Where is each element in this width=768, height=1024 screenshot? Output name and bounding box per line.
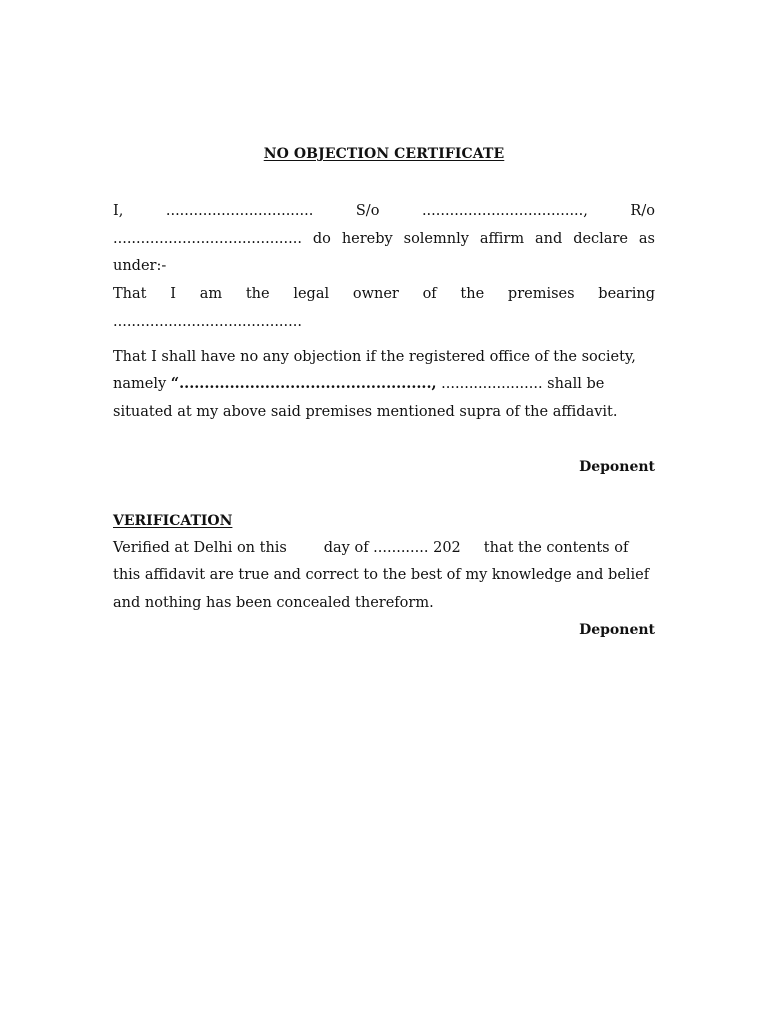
para1-line2: ......................................... do hereby solemnly affirm and declare as: [113, 231, 655, 247]
verification-line3: and nothing has been concealed thereform.: [113, 595, 434, 611]
deponent-signature-1: Deponent: [579, 459, 655, 475]
deponent-signature-2: Deponent: [579, 622, 655, 638]
para1-line1: I, ................................ S/o ..................................., R/o: [113, 203, 655, 219]
para2-line2: namely “.................................................., ...................... shall be: [113, 375, 605, 392]
para2-line1: That I shall have no any objection if the registered office of the society,: [113, 349, 636, 365]
verification-line2: this affidavit are true and correct to the best of my knowledge and belief: [113, 567, 650, 583]
document-title: NO OBJECTION CERTIFICATE: [263, 146, 505, 162]
para1-line3: under:-: [113, 258, 167, 274]
verification-line1: Verified at Delhi on this day of ............ 202 that the contents of: [113, 540, 629, 556]
para1-line5: .........................................: [113, 314, 302, 330]
para1-line4: That I am the legal owner of the premises bearing: [113, 286, 655, 302]
verification-heading: VERIFICATION: [113, 513, 233, 529]
para2-line3: situated at my above said premises mentioned supra of the affidavit.: [113, 404, 618, 420]
